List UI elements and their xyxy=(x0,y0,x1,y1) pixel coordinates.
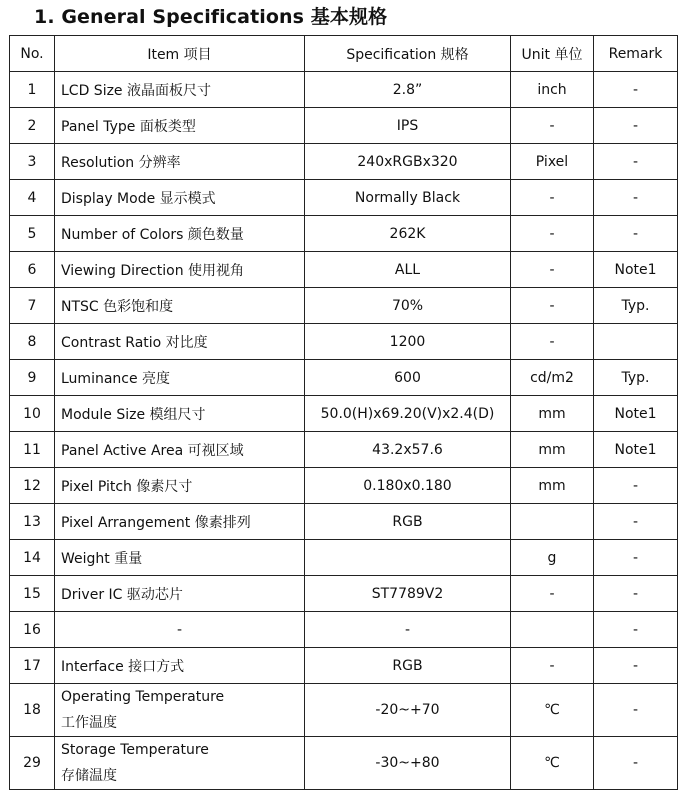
row-remark: - xyxy=(594,648,678,684)
row-unit: mm xyxy=(511,468,594,504)
table-row xyxy=(10,252,678,288)
row-remark xyxy=(594,324,678,360)
row-remark: Typ. xyxy=(594,288,678,324)
row-item-en: Operating Temperature xyxy=(61,689,225,705)
table-row xyxy=(10,648,678,684)
table-row xyxy=(10,72,678,108)
row-spec: ALL xyxy=(305,252,511,288)
table-row xyxy=(10,432,678,468)
row-spec: IPS xyxy=(305,108,511,144)
row-item-cn: 存储温度 xyxy=(61,768,117,784)
row-spec: 1200 xyxy=(305,324,511,360)
row-spec: RGB xyxy=(305,648,511,684)
row-no: 12 xyxy=(10,468,55,504)
table-row xyxy=(10,180,678,216)
row-no: 9 xyxy=(10,360,55,396)
row-remark: - xyxy=(594,144,678,180)
row-no: 6 xyxy=(10,252,55,288)
row-spec: Normally Black xyxy=(305,180,511,216)
row-remark: - xyxy=(594,684,678,737)
row-spec: 600 xyxy=(305,360,511,396)
row-remark: - xyxy=(594,576,678,612)
row-remark: - xyxy=(594,72,678,108)
table-row xyxy=(10,612,678,648)
row-unit: - xyxy=(511,576,594,612)
row-no: 14 xyxy=(10,540,55,576)
row-spec: 262K xyxy=(305,216,511,252)
row-item: Display Mode 显示模式 xyxy=(55,180,305,216)
table-row xyxy=(10,360,678,396)
section-title: 1. General Specifications 基本规格 xyxy=(34,6,388,28)
row-no: 13 xyxy=(10,504,55,540)
row-unit: cd/m2 xyxy=(511,360,594,396)
row-unit: mm xyxy=(511,396,594,432)
row-spec: 240xRGBx320 xyxy=(305,144,511,180)
table-row xyxy=(10,216,678,252)
row-item: Module Size 模组尺寸 xyxy=(55,396,305,432)
row-item: Interface 接口方式 xyxy=(55,648,305,684)
row-spec: 0.180x0.180 xyxy=(305,468,511,504)
row-remark: - xyxy=(594,737,678,790)
row-item: Weight 重量 xyxy=(55,540,305,576)
row-item: Luminance 亮度 xyxy=(55,360,305,396)
row-remark: - xyxy=(594,612,678,648)
row-unit: - xyxy=(511,180,594,216)
row-remark: Typ. xyxy=(594,360,678,396)
row-item: Pixel Pitch 像素尺寸 xyxy=(55,468,305,504)
row-no: 7 xyxy=(10,288,55,324)
row-spec xyxy=(305,540,511,576)
row-no: 2 xyxy=(10,108,55,144)
row-spec: 70% xyxy=(305,288,511,324)
row-item xyxy=(55,684,305,737)
row-no: 18 xyxy=(10,684,55,737)
row-remark: - xyxy=(594,216,678,252)
row-item: LCD Size 液晶面板尺寸 xyxy=(55,72,305,108)
row-remark: Note1 xyxy=(594,432,678,468)
row-unit: - xyxy=(511,324,594,360)
row-no: 3 xyxy=(10,144,55,180)
table-row xyxy=(10,684,678,737)
row-no: 16 xyxy=(10,612,55,648)
table-row xyxy=(10,396,678,432)
row-no: 5 xyxy=(10,216,55,252)
row-unit xyxy=(511,612,594,648)
row-item: Panel Type 面板类型 xyxy=(55,108,305,144)
row-unit: inch xyxy=(511,72,594,108)
table-row xyxy=(10,468,678,504)
row-item: Resolution 分辨率 xyxy=(55,144,305,180)
row-unit: Pixel xyxy=(511,144,594,180)
row-item: NTSC 色彩饱和度 xyxy=(55,288,305,324)
header-no: No. xyxy=(10,36,55,72)
row-no: 4 xyxy=(10,180,55,216)
row-item: Contrast Ratio 对比度 xyxy=(55,324,305,360)
row-spec: ST7789V2 xyxy=(305,576,511,612)
table-row xyxy=(10,108,678,144)
row-unit: - xyxy=(511,216,594,252)
row-unit xyxy=(511,504,594,540)
row-unit: - xyxy=(511,252,594,288)
row-spec: 2.8” xyxy=(305,72,511,108)
table-row xyxy=(10,144,678,180)
row-remark: - xyxy=(594,504,678,540)
row-spec: 43.2x57.6 xyxy=(305,432,511,468)
row-spec: 50.0(H)x69.20(V)x2.4(D) xyxy=(305,396,511,432)
table-row xyxy=(10,288,678,324)
table-row xyxy=(10,504,678,540)
row-remark: Note1 xyxy=(594,396,678,432)
header-unit: Unit 单位 xyxy=(511,36,594,72)
header-item: Item 项目 xyxy=(55,36,305,72)
row-item: Driver IC 驱动芯片 xyxy=(55,576,305,612)
row-unit: ℃ xyxy=(511,684,594,737)
row-no: 15 xyxy=(10,576,55,612)
table-header-row xyxy=(10,36,678,72)
row-item: Number of Colors 颜色数量 xyxy=(55,216,305,252)
row-no: 11 xyxy=(10,432,55,468)
row-unit: ℃ xyxy=(511,737,594,790)
row-item: Viewing Direction 使用视角 xyxy=(55,252,305,288)
header-remark: Remark xyxy=(594,36,678,72)
row-item: - xyxy=(55,612,305,648)
row-spec: RGB xyxy=(305,504,511,540)
row-no: 29 xyxy=(10,737,55,790)
table-row xyxy=(10,576,678,612)
row-unit: - xyxy=(511,288,594,324)
row-remark: Note1 xyxy=(594,252,678,288)
row-remark: - xyxy=(594,540,678,576)
table-row xyxy=(10,540,678,576)
header-spec: Specification 规格 xyxy=(305,36,511,72)
row-no: 8 xyxy=(10,324,55,360)
row-no: 1 xyxy=(10,72,55,108)
row-unit: - xyxy=(511,648,594,684)
row-unit: g xyxy=(511,540,594,576)
specifications-table xyxy=(9,35,678,790)
row-no: 17 xyxy=(10,648,55,684)
row-item: Pixel Arrangement 像素排列 xyxy=(55,504,305,540)
row-item: Panel Active Area 可视区域 xyxy=(55,432,305,468)
row-item-cn: 工作温度 xyxy=(61,715,117,731)
row-item xyxy=(55,737,305,790)
row-item-en: Storage Temperature xyxy=(61,742,209,758)
row-remark: - xyxy=(594,108,678,144)
row-spec: -20~+70 xyxy=(305,684,511,737)
row-unit: mm xyxy=(511,432,594,468)
row-unit: - xyxy=(511,108,594,144)
row-remark: - xyxy=(594,180,678,216)
table-row xyxy=(10,324,678,360)
row-remark: - xyxy=(594,468,678,504)
row-no: 10 xyxy=(10,396,55,432)
row-spec: -30~+80 xyxy=(305,737,511,790)
table-row xyxy=(10,737,678,790)
row-spec: - xyxy=(305,612,511,648)
